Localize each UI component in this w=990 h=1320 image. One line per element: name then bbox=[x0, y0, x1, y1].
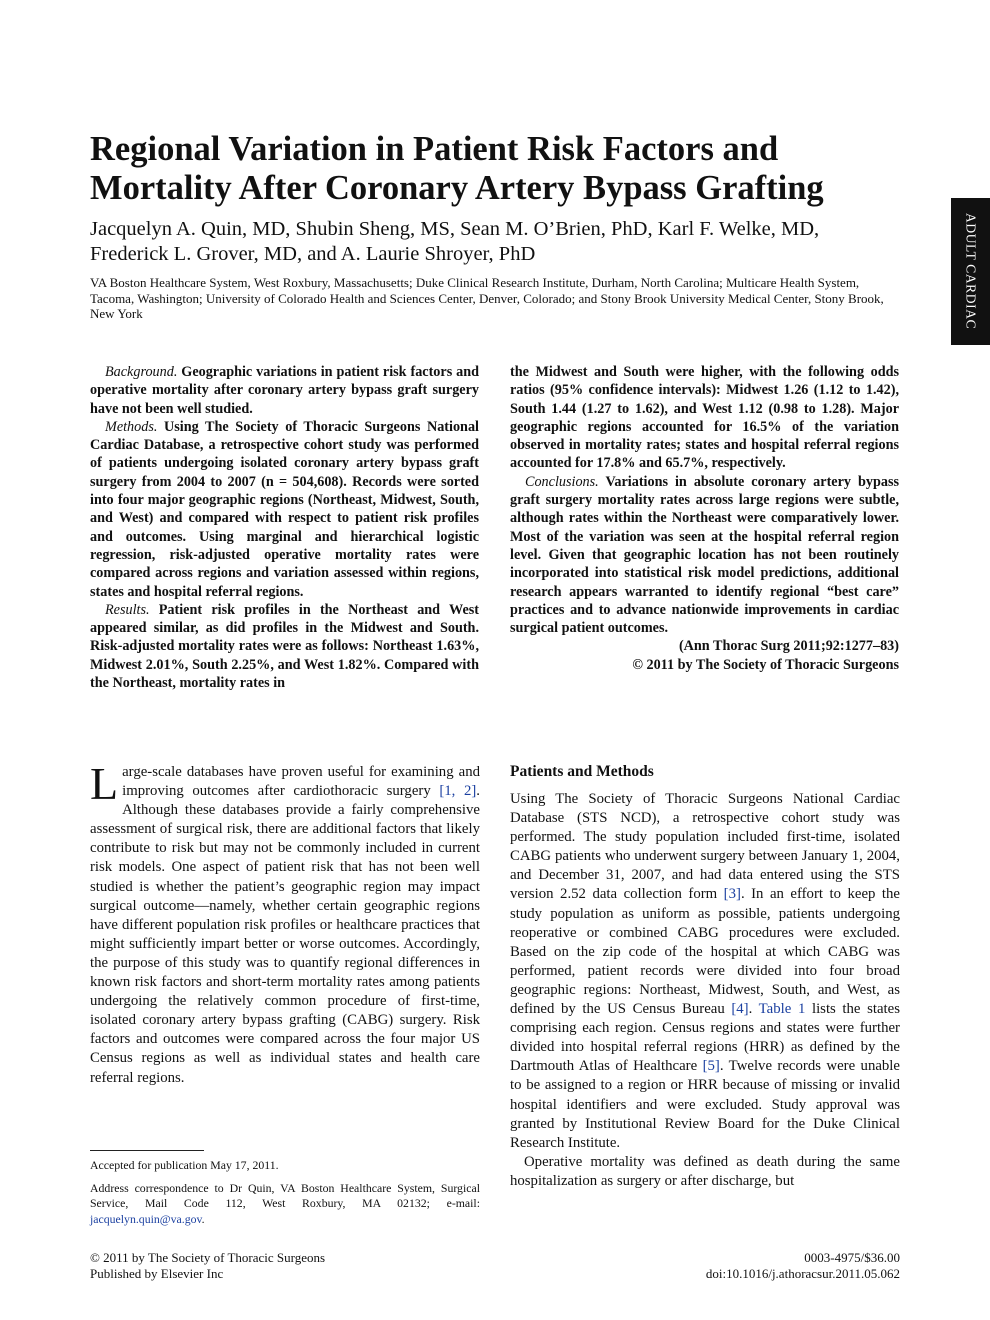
reference-link-1-2[interactable]: [1, 2] bbox=[439, 783, 477, 800]
article-title: Regional Variation in Patient Risk Factors and Mortality After Coronary Artery Bypass Grafting bbox=[90, 130, 824, 207]
drop-cap: L bbox=[90, 758, 119, 809]
footer-right bbox=[600, 1250, 900, 1281]
intro-text-1: arge-scale databases have proven useful for examining and improving outcomes after cardiothoracic surgery bbox=[122, 764, 480, 800]
abstract-methods bbox=[90, 418, 479, 601]
background-text: Geographic variations in patient risk factors and operative mortality after coronary artery bypass graft surgery have not been well studied. bbox=[90, 364, 479, 417]
section-heading-methods: Patients and Methods bbox=[510, 763, 654, 780]
methods-text-1: Using The Society of Thoracic Surgeons National Cardiac Database (STS NCD), a retrospective cohort study was performed. The study population included first-time, isolated CABG patients who underwent surgery between January 1, 2004, and December 31, 2007, and had data entered using the STS version 2.52 data collection form bbox=[510, 791, 900, 903]
methods-paragraph-2: Operative mortality was defined as death during the same hospitalization as surgery or after discharge, but bbox=[510, 1153, 900, 1189]
email-link[interactable]: jacquelyn.quin@va.gov bbox=[90, 1211, 202, 1226]
abstract-copyright: © 2011 by The Society of Thoracic Surgeons bbox=[632, 656, 899, 673]
correspondence-note bbox=[90, 1181, 480, 1227]
correspondence-text: Address correspondence to Dr Quin, VA Boston Healthcare System, Surgical Service, Mail Code 112, West Roxbury, MA 02132; e-mail: bbox=[90, 1181, 480, 1211]
methods-text-3: . bbox=[748, 1001, 759, 1018]
abstract-results bbox=[90, 601, 479, 692]
methods-label: Methods. bbox=[105, 418, 158, 435]
accepted-date-note: Accepted for publication May 17, 2011. bbox=[90, 1158, 279, 1172]
journal-citation: (Ann Thorac Surg 2011;92:1277–83) bbox=[678, 638, 899, 655]
footer-publisher: Published by Elsevier Inc bbox=[90, 1265, 224, 1281]
abstract-background bbox=[90, 363, 479, 418]
correspondence-end: . bbox=[201, 1211, 205, 1226]
abstract-conclusions bbox=[510, 473, 899, 638]
footer-left bbox=[90, 1250, 325, 1281]
abstract-right-column bbox=[510, 363, 899, 674]
section-tab: ADULT CARDIAC bbox=[951, 198, 990, 345]
results-text: Patient risk profiles in the Northeast and West appeared similar, as did profiles in the Midwest and South. Risk-adjusted mortality rates were as follows: Northeast 1.63%, Midwest 2.01%, South 2.25%, and West 1.82%. Compared with the Northeast, mortality rates in bbox=[90, 601, 479, 692]
footer-copyright: © 2011 by The Society of Thoracic Surgeons bbox=[90, 1250, 326, 1265]
methods-text-4: lists the states comprising each region. Census regions and states were further divided into hospital referral regions (HRR) as defined by the Dartmouth Atlas of Healthcare bbox=[510, 1001, 900, 1075]
footnote-divider bbox=[90, 1150, 204, 1151]
results-label: Results. bbox=[105, 601, 150, 618]
reference-link-4[interactable]: [4] bbox=[731, 1001, 749, 1018]
footer-doi: doi:10.1016/j.athoracsur.2011.05.062 bbox=[705, 1265, 900, 1281]
table-1-link[interactable]: Table 1 bbox=[758, 1001, 806, 1018]
affiliations: VA Boston Healthcare System, West Roxbury, Massachusetts; Duke Clinical Research Institute, Durham, North Carolina; Multicare Health System, Tacoma, Washington; University of Colorado Health and Sciences Center, Denver, Colorado; and Stony Brook University Medical Center, Stony Brook, New York bbox=[90, 275, 884, 321]
background-label: Background. bbox=[105, 364, 178, 380]
reference-link-3[interactable]: [3] bbox=[723, 886, 741, 903]
conclusions-text: Variations in absolute coronary artery bypass graft surgery mortality rates across large regions were subtle, although rates within the Northeast were comparatively lower. Most of the variation was seen at the hospital referral region level. Given that geographic location has not been routinely incorporated into statistical risk model predictions, additional research appears warranted to identify regional “best care” practices and to advance nationwide improvements in cardiac surgical patient outcomes. bbox=[510, 473, 899, 637]
methods-text-2: . In an effort to keep the study population as uniform as possible, patients undergoing reoperative or combined CABG procedures were excluded. Based on the zip code of the hospital at which CABG was performed, patient records were divided into four broad geographic regions: Northeast, Midwest, South, and West, as defined by the US Census Bureau bbox=[510, 886, 900, 1018]
authors-line-2: Frederick L. Grover, MD, and A. Laurie Shroyer, PhD bbox=[90, 243, 536, 265]
methods-text-5: . Twelve records were unable to be assigned to a region or HRR because of missing or invalid hospital identifiers and were excluded. Study approval was granted by Institutional Review Board for the Duke Clinical Research Institute. bbox=[510, 1058, 900, 1151]
footer-issn: 0003-4975/$36.00 bbox=[804, 1250, 900, 1265]
methods-text: Using The Society of Thoracic Surgeons National Cardiac Database, a retrospective cohort study was performed of patients undergoing isolated coronary artery bypass graft surgery from 2004 to 2007 (n = 504,608). Records were sorted into four major geographic regions (Northeast, Midwest, South, and West) and compared with respect to patient risk profiles and outcomes. Using marginal and hierarchical logistic regression, risk-adjusted operative mortality rates were compared across regions and variation assessed within regions, states and hospital referral regions. bbox=[90, 418, 479, 600]
abstract-left-column bbox=[90, 363, 479, 692]
introduction-column bbox=[90, 758, 480, 1088]
author-list bbox=[90, 217, 910, 267]
methods-paragraph-1 bbox=[510, 790, 900, 1153]
intro-text-2: . Although these databases provide a fairly comprehensive assessment of surgical risk, there are additional factors that likely contribute to risk but may not be commonly included in current risk models. One aspect of patient risk that has not been well studied is whether the patient’s geographic region may impact surgical outcome—namely, whether certain geographic regions have different population risk profiles or healthcare practices that might sufficiently impart better or worse outcomes. Accordingly, the purpose of this study was to quantify regional differences in known risk factors and short-term mortality rates among patients undergoing the relatively common procedure of first-time, isolated coronary artery bypass grafting (CABG) surgery. Risk factors and outcomes were compared across the four major US Census regions as well as individual states and health care referral regions. bbox=[90, 783, 480, 1086]
intro-paragraph bbox=[90, 758, 480, 1088]
authors-line-1: Jacquelyn A. Quin, MD, Shubin Sheng, MS, Sean M. O’Brien, PhD, Karl F. Welke, MD, bbox=[90, 218, 820, 240]
reference-link-5[interactable]: [5] bbox=[702, 1058, 720, 1075]
methods-column bbox=[510, 790, 900, 1191]
conclusions-label: Conclusions. bbox=[525, 473, 599, 490]
abstract-results-continued: the Midwest and South were higher, with the following odds ratios (95% confidence intervals): Midwest 1.26 (1.12 to 1.42), South 1.44 (1.27 to 1.62), and West 1.12 (0.98 to 1.28). Major geographic regions accounted for 16.5% of the variation observed in mortality rates; states and hospital referral regions accounted for 17.8% and 65.7%, respectively. bbox=[510, 364, 899, 472]
